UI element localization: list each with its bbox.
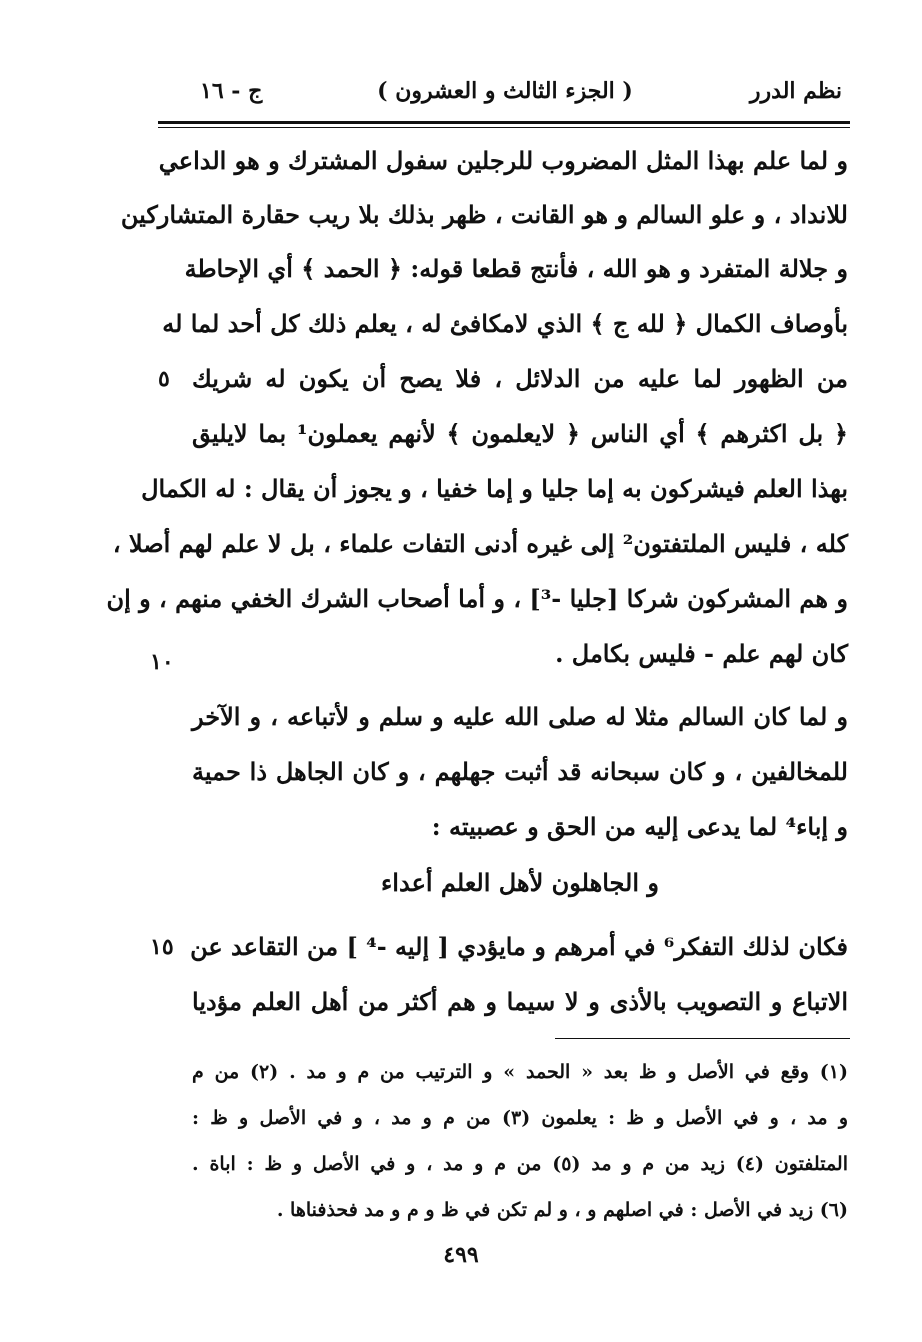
footnote-line: (١) وقع في الأصل و ظ بعد « الحمد » و الترتيب من م و مد . (٢) من م bbox=[192, 1061, 849, 1083]
body-line: كله ، فليس الملتفتون² إلى غيره أدنى التفات علماء ، بل لا علم لهم أصلا ، bbox=[112, 529, 848, 558]
body-line: و هم المشركون شركا [جليا -³] ، و أما أصحاب الشرك الخفي منهم ، و إن bbox=[106, 584, 848, 613]
body-line: من الظهور لما عليه من الدلائل ، فلا يصح أن يكون له شريك bbox=[192, 364, 848, 393]
running-header bbox=[160, 74, 850, 114]
volume-label: ج - ١٦ bbox=[200, 78, 263, 104]
footnote-rule bbox=[555, 1038, 850, 1039]
line-number: ١٥ bbox=[150, 934, 174, 960]
body-line: و جلالة المتفرد و هو الله ، فأنتج قطعا قوله: ﴿ الحمد ﴾ أي الإحاطة bbox=[184, 254, 848, 283]
body-line: بأوصاف الكمال ﴿ لله ج ﴾ الذي لامكافئ له ، يعلم ذلك كل أحد لما له bbox=[162, 309, 848, 338]
line-number: ١٠ bbox=[150, 649, 174, 675]
body-line: للانداد ، و علو السالم و هو القانت ، ظهر بذلك بلا ريب حقارة المتشاركين bbox=[120, 200, 848, 229]
part-title: ( الجزء الثالث و العشرون ) bbox=[377, 78, 633, 104]
body-line: كان لهم علم - فليس بكامل . bbox=[555, 639, 848, 668]
body-line: بهذا العلم فيشركون به إما جليا و إما خفيا ، و يجوز أن يقال : له الكمال bbox=[141, 474, 848, 503]
header-rule-thin bbox=[158, 127, 850, 128]
footnote-line: و مد ، و في الأصل و ظ : يعلمون (٣) من م و مد ، و في الأصل و ظ : bbox=[192, 1107, 848, 1129]
page-number: ٤٩٩ bbox=[443, 1242, 479, 1268]
header-rule-thick bbox=[158, 121, 850, 124]
footnote-line: (٦) زيد في الأصل : في اصلهم و ، و لم تكن في ظ و م و مد فحذفناها . bbox=[276, 1199, 848, 1221]
verse-line: و الجاهلون لأهل العلم أعداء bbox=[381, 868, 659, 897]
body-line: و إباء⁴ لما يدعى إليه من الحق و عصبيته : bbox=[431, 812, 848, 841]
line-number: ٥ bbox=[158, 366, 170, 392]
body-line: فكان لذلك التفكر⁶ في أمرهم و مايؤدي [ إليه -⁴ ] من التقاعد عن bbox=[190, 932, 848, 961]
body-line: و لما علم بهذا المثل المضروب للرجلين سفول المشترك و هو الداعي bbox=[158, 146, 848, 175]
footnote-line: المتلفتون (٤) زيد من م و مد (٥) من م و مد ، و في الأصل و ظ : اباة . bbox=[192, 1153, 848, 1175]
body-line: و لما كان السالم مثلا له صلى الله عليه و سلم و لأتباعه ، و الآخر bbox=[192, 702, 848, 731]
body-line: ﴿ بل اكثرهم ﴾ أي الناس ﴿ لايعلمون ﴾ لأنهم يعملون¹ بما لايليق bbox=[192, 419, 848, 448]
body-line: الاتباع و التصويب بالأذى و لا سيما و هم أكثر من أهل العلم مؤديا bbox=[192, 987, 848, 1016]
book-title: نظم الدرر bbox=[749, 78, 842, 104]
body-line: للمخالفين ، و كان سبحانه قد أثبت جهلهم ، و كان الجاهل ذا حمية bbox=[192, 757, 848, 786]
